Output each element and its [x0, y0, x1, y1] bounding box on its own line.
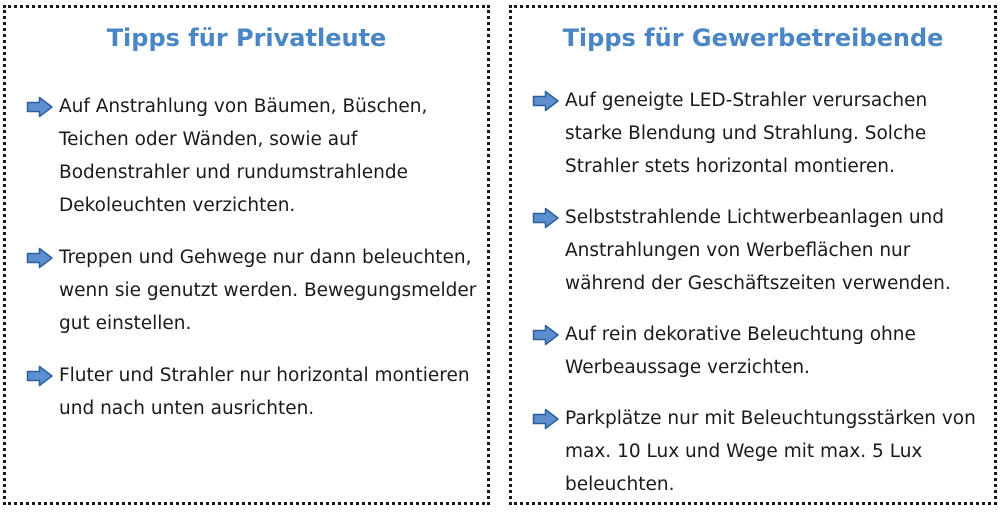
business-tip-text: Selbststrahlende Lichtwerbeanlagen und Anstrahlungen von Werbeflächen nur während der Geschäftszeiten verwenden.: [565, 207, 951, 294]
business-tip-item: [532, 402, 986, 501]
private-tip-item: [26, 359, 479, 425]
private-tip-item: [26, 241, 479, 340]
business-tips-title: Tipps für Gewerbetreibende: [562, 24, 944, 52]
business-tip-text: Auf geneigte LED-Strahler verursachen starke Blendung und Strahlung. Solche Strahler stets horizontal montieren.: [565, 90, 928, 177]
arrow-right-icon: [532, 324, 560, 346]
arrow-right-icon: [26, 96, 54, 118]
business-tip-text: Auf rein dekorative Beleuchtung ohne Werbeaussage verzichten.: [565, 324, 916, 378]
private-tips-list: [26, 90, 479, 444]
business-tip-item: [532, 201, 986, 300]
private-tip-text: Auf Anstrahlung von Bäumen, Büschen, Teichen oder Wänden, sowie auf Bodenstrahler und rundumstrahlende Dekoleuchten verzichten.: [59, 96, 428, 216]
arrow-right-icon: [532, 408, 560, 430]
private-tips-title: Tipps für Privatleute: [106, 24, 387, 52]
arrow-right-icon: [532, 90, 560, 112]
arrow-right-icon: [26, 247, 54, 269]
business-tip-item: [532, 318, 986, 384]
business-tip-item: [532, 84, 986, 183]
private-tip-text: Treppen und Gehwege nur dann beleuchten, wenn sie genutzt werden. Bewegungsmelder gut einstellen.: [59, 247, 477, 334]
arrow-right-icon: [532, 207, 560, 229]
private-tip-text: Fluter und Strahler nur horizontal montieren und nach unten ausrichten.: [59, 365, 470, 419]
business-tips-list: [532, 84, 986, 519]
business-tips-panel: [509, 5, 997, 505]
private-tip-item: [26, 90, 479, 222]
business-tip-text: Parkplätze nur mit Beleuchtungsstärken von max. 10 Lux und Wege mit max. 5 Lux beleuchten.: [565, 408, 976, 495]
arrow-right-icon: [26, 365, 54, 387]
private-tips-panel: [3, 5, 490, 505]
